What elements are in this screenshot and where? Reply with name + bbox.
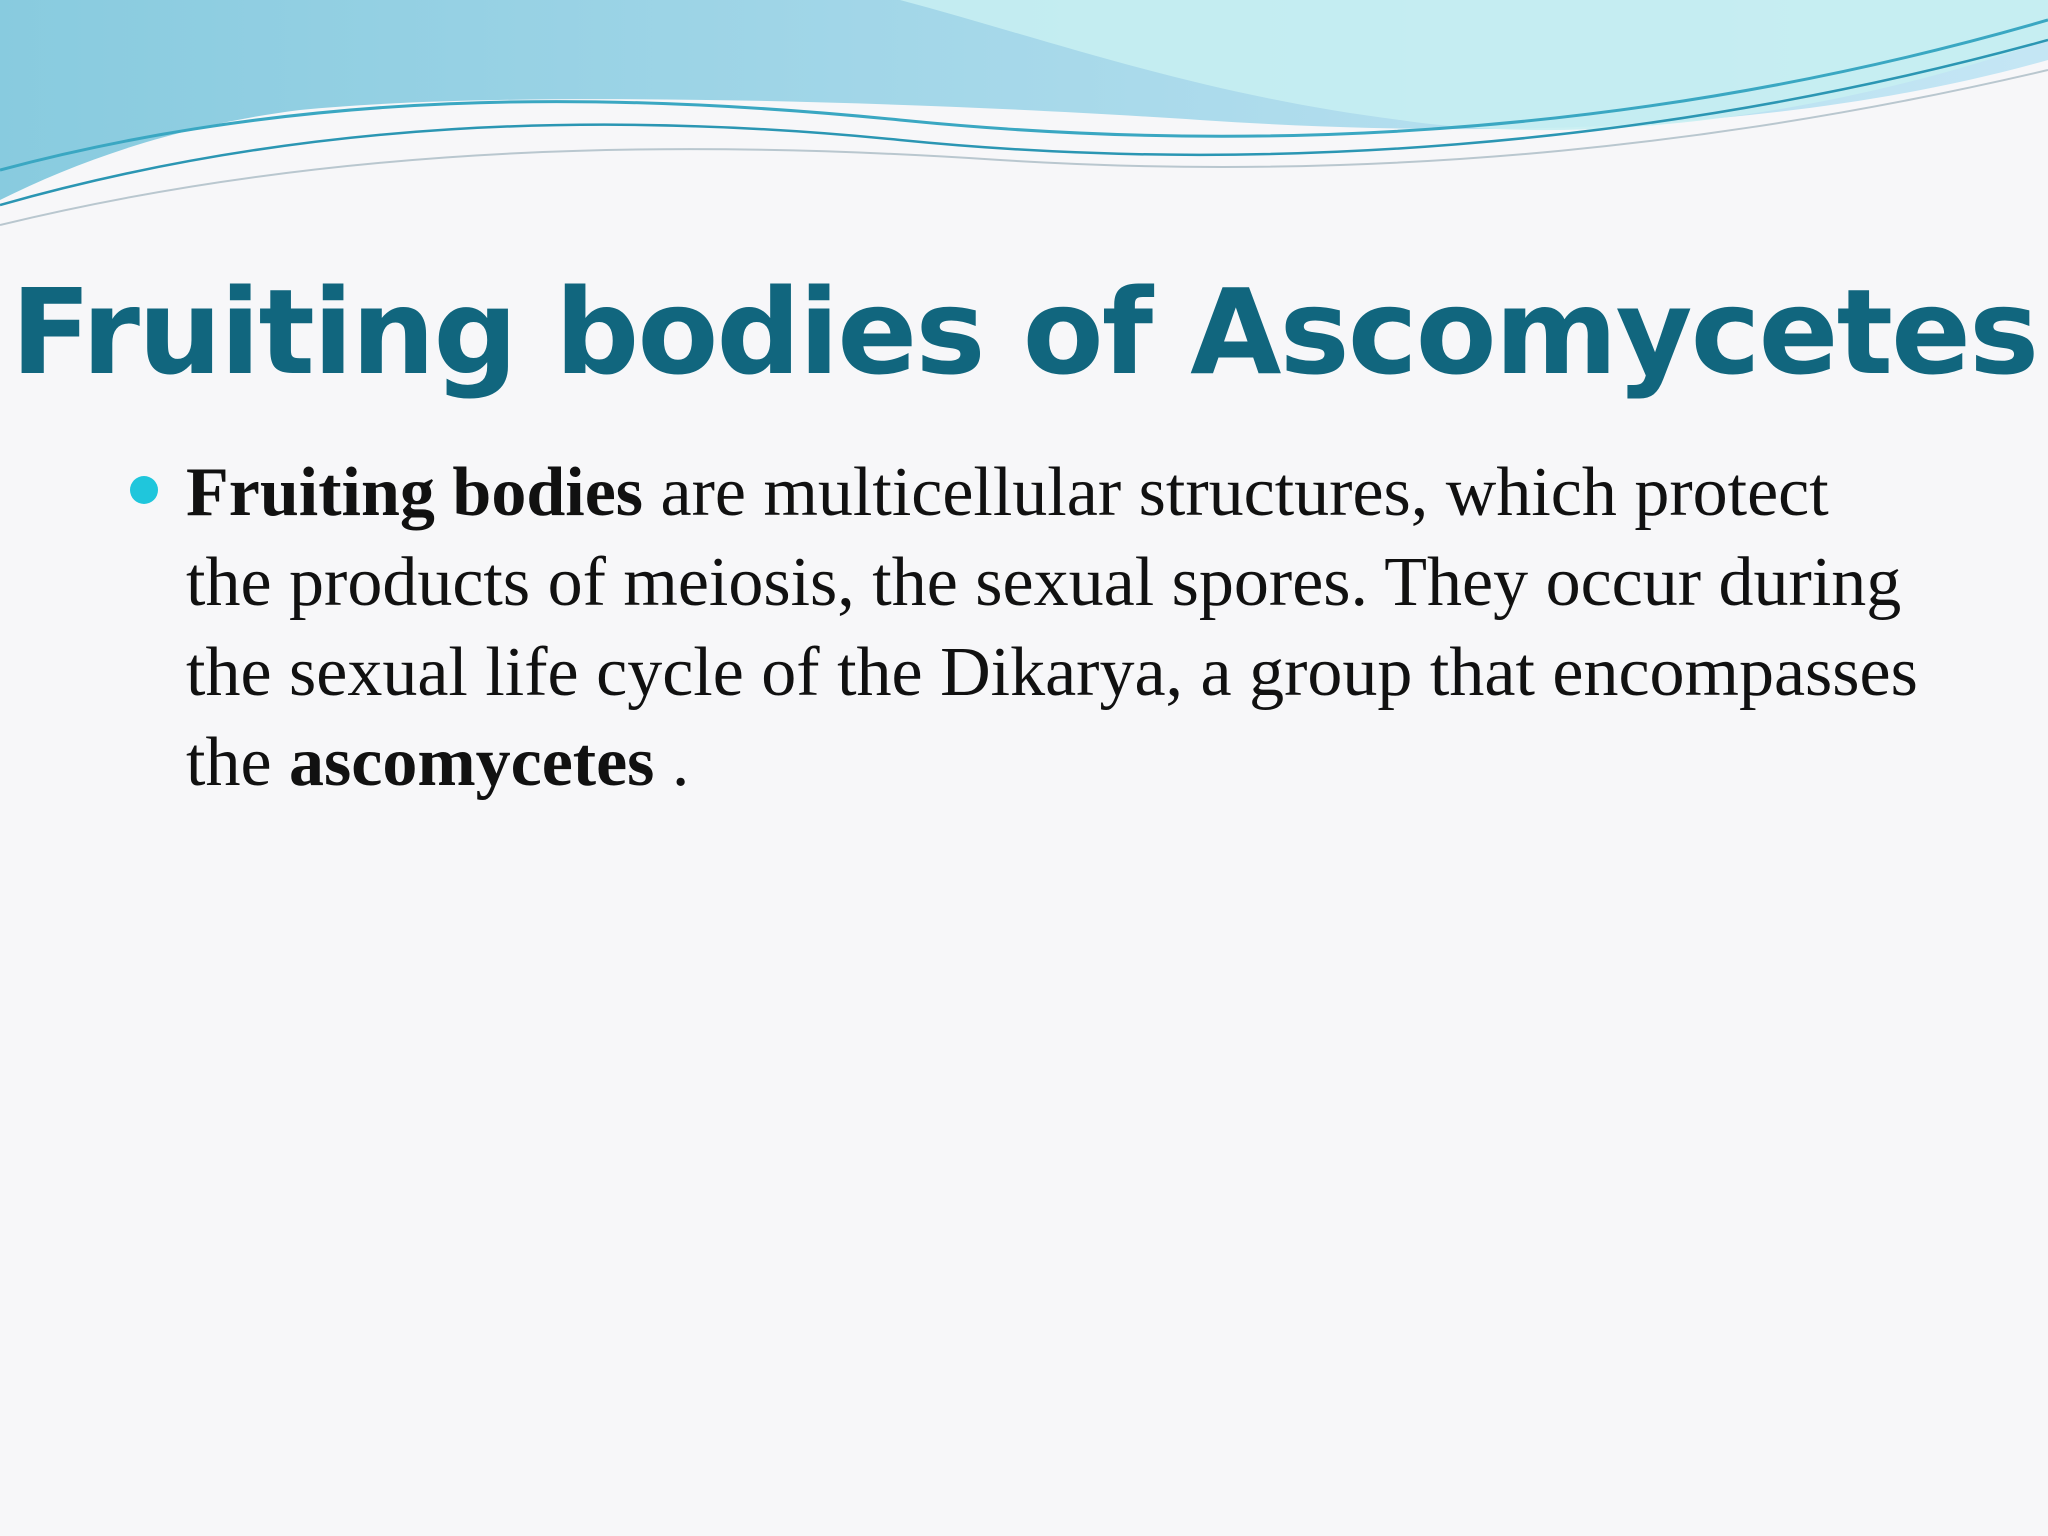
slide-title: Fruiting bodies of Ascomycetes <box>10 263 2038 401</box>
bold-lead-term: Fruiting bodies <box>186 454 644 531</box>
bullet-ending-text: . <box>654 724 690 801</box>
bullet-body-text: are multicellular structures, which protect the products of meiosis, the sexual spores. They occur during the sexual life cycle of the Dikarya, a group that encompasses the <box>186 454 1918 801</box>
bullet-item <box>130 448 1930 808</box>
bullet-list <box>130 448 1930 808</box>
header-wave-decoration <box>0 0 2048 240</box>
bullet-dot-icon <box>130 476 158 504</box>
bold-term-ascomycetes: ascomycetes <box>289 724 655 801</box>
